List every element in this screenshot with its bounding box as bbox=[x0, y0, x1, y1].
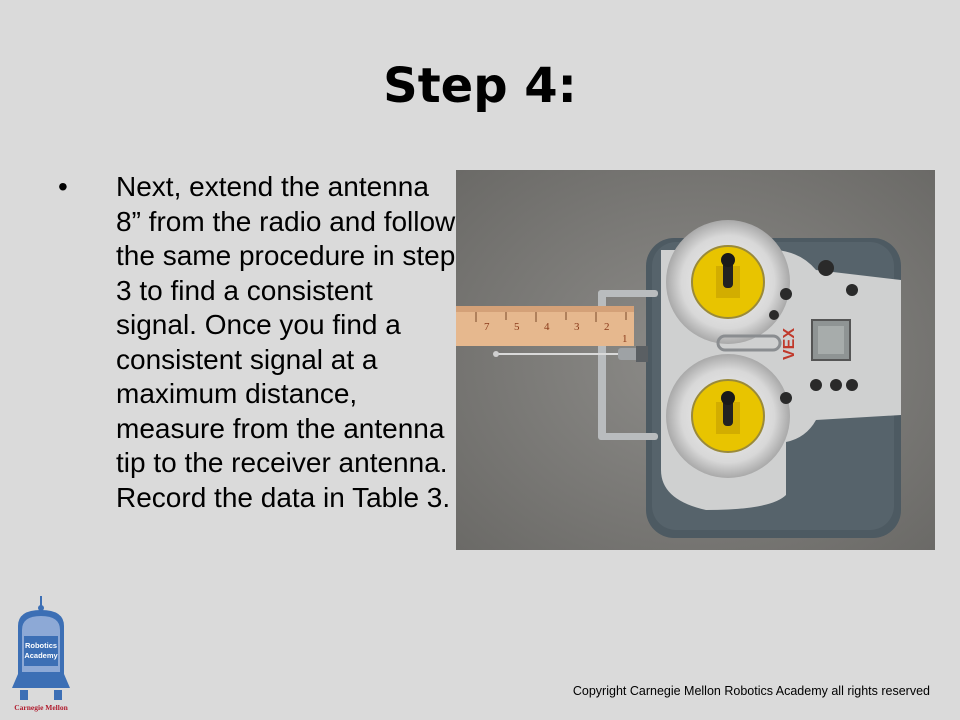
right-gimbal bbox=[666, 354, 790, 478]
ruler-mark: 2 bbox=[604, 321, 610, 333]
copyright-footer: Copyright Carnegie Mellon Robotics Academy all rights reserved bbox=[572, 684, 930, 698]
slide-title: Step 4: bbox=[383, 58, 577, 114]
ruler-mark: 1 bbox=[622, 333, 628, 345]
controller-illustration bbox=[456, 170, 935, 550]
ruler bbox=[456, 306, 634, 346]
vex-logo: VEX bbox=[781, 327, 798, 360]
left-gimbal bbox=[666, 220, 790, 344]
logo-line2: Academy bbox=[24, 651, 58, 660]
ruler-mark: 3 bbox=[574, 321, 580, 333]
bullet-text: Next, extend the antenna 8” from the radio and follow the same procedure in step 3 to find a consistent signal. Once you find a consistent signal at a maximum distance, measure from the antenna tip to the receiver antenna. Record the data in Table 3. bbox=[116, 171, 456, 513]
controller-photo bbox=[456, 170, 935, 550]
logo-wordmark: Carnegie Mellon bbox=[14, 703, 68, 712]
robotics-academy-logo bbox=[6, 596, 76, 714]
ruler-mark: 7 bbox=[484, 321, 490, 333]
ruler-mark: 4 bbox=[544, 321, 550, 333]
logo-line1: Robotics bbox=[24, 641, 58, 650]
bullet-symbol: • bbox=[58, 171, 68, 202]
ruler-mark: 5 bbox=[514, 321, 520, 333]
